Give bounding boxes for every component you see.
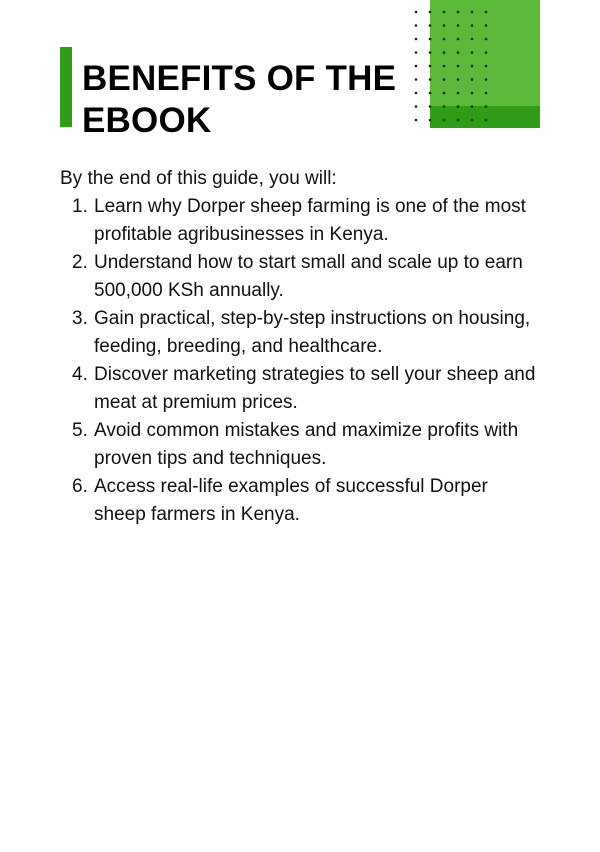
- list-item-text: Access real-life examples of successful Dorper sheep farmers in Kenya.: [94, 476, 488, 525]
- list-item-number: 2.: [72, 252, 88, 273]
- deco-dot: [485, 51, 488, 54]
- deco-dot: [443, 119, 446, 122]
- deco-dot: [415, 92, 418, 95]
- deco-dot: [443, 65, 446, 68]
- deco-dot: [443, 38, 446, 41]
- list-item: [72, 417, 542, 473]
- deco-dot: [457, 105, 460, 108]
- list-item: [72, 361, 542, 417]
- intro-text: By the end of this guide, you will:: [60, 168, 337, 189]
- deco-dot: [429, 51, 432, 54]
- deco-dot: [415, 119, 418, 122]
- deco-dot: [485, 92, 488, 95]
- deco-dot: [415, 11, 418, 14]
- deco-dot: [415, 51, 418, 54]
- deco-dot: [443, 11, 446, 14]
- deco-dot: [485, 105, 488, 108]
- list-item-text: Learn why Dorper sheep farming is one of the most profitable agribusinesses in Kenya.: [94, 196, 526, 245]
- deco-dot: [471, 105, 474, 108]
- deco-dot: [457, 78, 460, 81]
- deco-dot: [457, 51, 460, 54]
- benefits-list: [72, 193, 542, 529]
- deco-dot: [485, 65, 488, 68]
- deco-dot: [485, 38, 488, 41]
- deco-dot: [429, 78, 432, 81]
- deco-dot: [485, 78, 488, 81]
- deco-dot: [415, 105, 418, 108]
- list-item: [72, 249, 542, 305]
- deco-dot: [471, 92, 474, 95]
- deco-dot: [457, 92, 460, 95]
- list-item-number: 5.: [72, 420, 88, 441]
- deco-dot: [429, 65, 432, 68]
- deco-dot: [443, 51, 446, 54]
- deco-dot: [457, 24, 460, 27]
- deco-green-block-dark: [430, 106, 540, 128]
- list-item-text: Understand how to start small and scale up to earn 500,000 KSh annually.: [94, 252, 523, 301]
- deco-dot: [457, 38, 460, 41]
- list-item-text: Discover marketing strategies to sell your sheep and meat at premium prices.: [94, 364, 536, 413]
- deco-dot: [429, 119, 432, 122]
- list-item-number: 1.: [72, 196, 88, 217]
- decorative-dot-block: [410, 0, 545, 130]
- list-item-number: 3.: [72, 308, 88, 329]
- list-item-number: 4.: [72, 364, 88, 385]
- deco-dot: [471, 65, 474, 68]
- deco-dot: [457, 65, 460, 68]
- deco-dot: [415, 78, 418, 81]
- deco-dot: [457, 119, 460, 122]
- deco-dot: [485, 11, 488, 14]
- deco-dot: [485, 119, 488, 122]
- list-item: [72, 473, 542, 529]
- deco-dot: [443, 78, 446, 81]
- list-item-number: 6.: [72, 476, 88, 497]
- list-item: [72, 305, 542, 361]
- deco-dot: [443, 92, 446, 95]
- deco-dot: [471, 51, 474, 54]
- deco-dot: [457, 11, 460, 14]
- deco-dot: [471, 11, 474, 14]
- deco-dot: [471, 119, 474, 122]
- deco-dot: [429, 24, 432, 27]
- list-item: [72, 193, 542, 249]
- deco-dot: [443, 105, 446, 108]
- deco-dot: [443, 24, 446, 27]
- deco-dot: [471, 78, 474, 81]
- deco-dot: [471, 24, 474, 27]
- deco-dot: [429, 38, 432, 41]
- deco-dot: [429, 11, 432, 14]
- deco-dot: [471, 38, 474, 41]
- deco-dot: [415, 65, 418, 68]
- deco-dot: [415, 38, 418, 41]
- page-title: BENEFITS OF THE EBOOK: [82, 59, 397, 140]
- deco-dot: [429, 105, 432, 108]
- list-item-text: Avoid common mistakes and maximize profits with proven tips and techniques.: [94, 420, 519, 469]
- deco-dot: [485, 24, 488, 27]
- deco-dot: [415, 24, 418, 27]
- deco-dot: [429, 92, 432, 95]
- list-item-text: Gain practical, step-by-step instructions on housing, feeding, breeding, and healthcare.: [94, 308, 531, 357]
- title-accent-bar: [60, 47, 72, 127]
